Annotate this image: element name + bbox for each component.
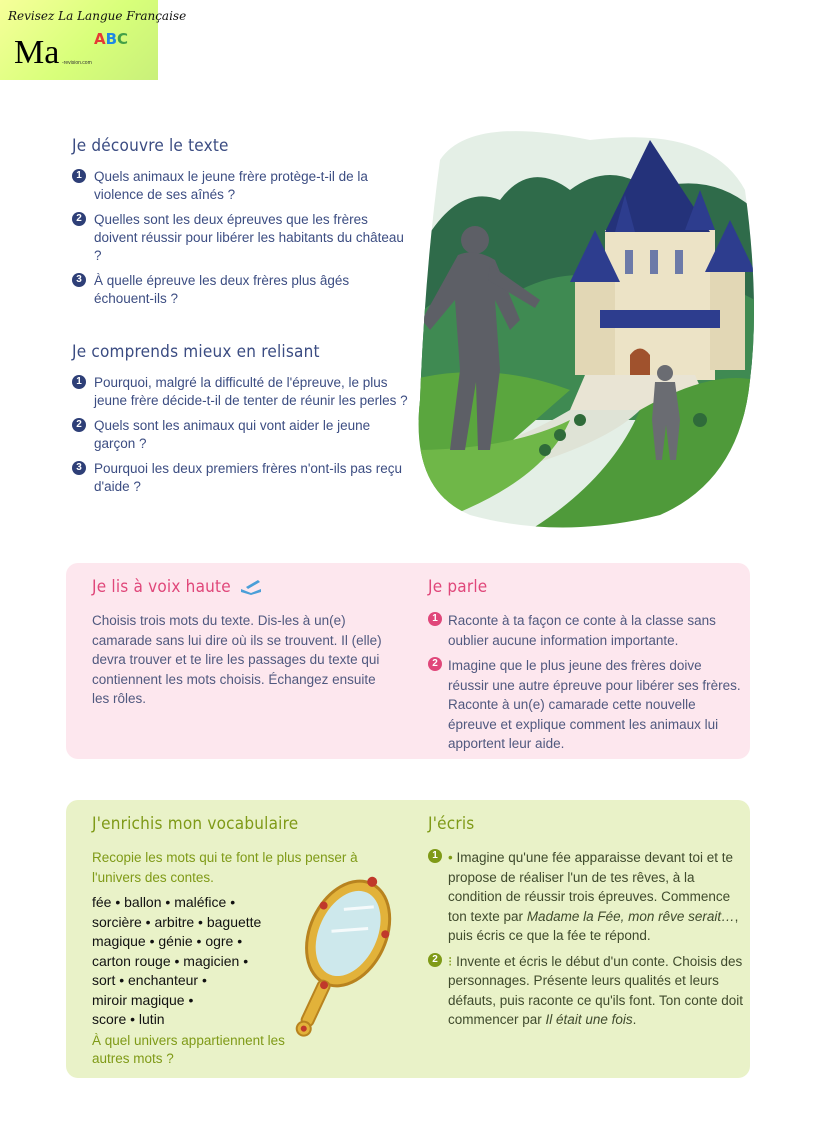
section-ecris (428, 814, 744, 1036)
section-decouvre (72, 136, 412, 315)
section-parle (428, 577, 744, 760)
section-title: J'enrichis mon vocabulaire (92, 814, 299, 834)
list-item: 2 ⁝ Invente et écris le début d'un conte. Choisis des personnages. Présente leurs qualités et leurs défauts, puis raconte ce qu'ils font. Ton conte doit commencer par Il était une fois. (428, 952, 744, 1030)
question-item: 3 Pourquoi les deux premiers frères n'ont-ils pas reçu d'aide ? (72, 460, 412, 496)
panel-oral (66, 563, 750, 759)
logo-main-text: Ma (14, 34, 60, 71)
section-title: J'écris (428, 814, 475, 834)
book-pencil-icon (240, 579, 262, 595)
question-item: 2 Quels sont les animaux qui vont aider le jeune garçon ? (72, 417, 412, 453)
question-item: 1 Quels animaux le jeune frère protège-t-il de la violence de ses aînés ? (72, 168, 412, 204)
list-item: 1 Raconte à ta façon ce conte à la classe sans oublier aucune information importante. (428, 611, 744, 650)
question-item: 3 À quelle épreuve les deux frères plus âgés échouent-ils ? (72, 272, 412, 308)
question-item: 1 Pourquoi, malgré la difficulté de l'épreuve, le plus jeune frère décide-t-il de tenter de réunir les perles ? (72, 374, 412, 410)
list-item: 2 Imagine que le plus jeune des frères doive réussir une autre épreuve pour libérer ses frères. Raconte à un(e) camarade cette nouvelle épreuve et explique comment les animaux lui apportent leur aide. (428, 656, 744, 754)
magic-mirror-image (266, 858, 406, 1048)
panel-ecrit (66, 800, 750, 1078)
castle-illustration (410, 120, 755, 530)
site-logo (0, 0, 187, 80)
voix-haute-text: Choisis trois mots du texte. Dis-les à un(e) camarade sans lui dire où ils se trouvent. Il (elle) devra trouver et te lire les passages du texte qui contiennent les mots choisis. Échangez ensuite les rôles. (92, 613, 382, 706)
section-title: Je parle (428, 577, 488, 597)
section-voix-haute (92, 577, 392, 709)
section-title: Je découvre le texte (72, 136, 229, 156)
logo-tagline: Revisez La Langue Française (8, 9, 187, 23)
section-title: Je comprends mieux en relisant (72, 342, 320, 362)
vocabulaire-question: À quel univers appartiennent les autres mots ? (92, 1032, 285, 1066)
section-comprends (72, 342, 412, 503)
logo-site: -revision.com (62, 60, 92, 66)
question-item: 2 Quelles sont les deux épreuves que les frères doivent réussir pour libérer les habitants du château ? (72, 211, 412, 265)
list-item: 1 • Imagine qu'une fée apparaisse devant toi et te propose de réaliser l'un de tes rêves, à la condition de réussir trois épreuves. Commence ton texte par Madame la Fée, mon rêve serait…, puis écris ce que la fée te répond. (428, 848, 744, 946)
section-title: Je lis à voix haute (92, 577, 231, 597)
word-list: fée • ballon • maléfice • sorcière • arbitre • baguette magique • génie • ogre • carton rouge • magicien • sort • enchanteur • miroir magique • score • lutin (92, 894, 262, 1027)
vocabulaire-intro: Recopie les mots qui te font le plus penser à l'univers des contes. (92, 850, 358, 885)
logo-abc: ABC (94, 30, 129, 48)
